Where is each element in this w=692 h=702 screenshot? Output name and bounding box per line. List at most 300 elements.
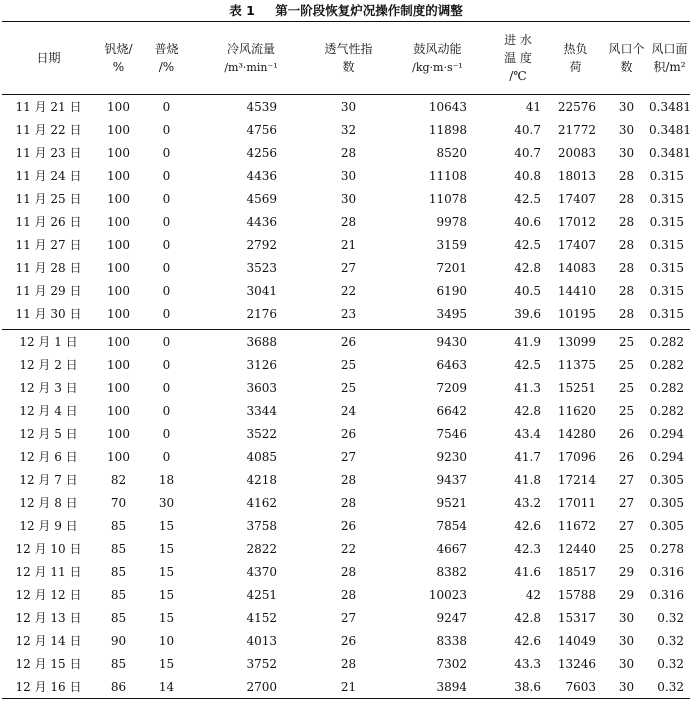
cell-cold-air: 3522	[246, 426, 277, 441]
cell-heat-load: 12440	[557, 541, 596, 556]
cell-ordinary: 0	[162, 237, 171, 252]
cell-vanadium: 100	[107, 283, 130, 298]
table-row	[2, 210, 690, 233]
cell-heat-load: 14083	[557, 260, 596, 275]
table-row	[2, 491, 690, 514]
cell-date: 12 月 1 日	[19, 335, 78, 349]
cell-vanadium: 100	[107, 260, 130, 275]
cell-ordinary: 0	[162, 99, 171, 114]
cell-cold-air: 3126	[246, 357, 277, 372]
cell-heat-load: 15317	[557, 610, 596, 625]
cell-date: 12 月 11 日	[15, 565, 82, 579]
cell-cold-air: 4162	[246, 495, 277, 510]
cell-ordinary: 0	[162, 426, 171, 441]
cell-vanadium: 85	[110, 656, 127, 671]
cell-ordinary: 14	[158, 679, 175, 694]
cell-ordinary: 30	[158, 495, 175, 510]
table-row	[2, 302, 690, 325]
header-date	[2, 22, 95, 95]
cell-tuyere-area: 0.3481	[649, 145, 691, 160]
cell-tuyere-count: 25	[618, 334, 635, 349]
cell-tuyere-count: 30	[618, 610, 635, 625]
cell-date: 12 月 10 日	[15, 542, 82, 556]
cell-inlet-temp: 40.8	[514, 168, 541, 183]
cell-date: 12 月 2 日	[19, 358, 78, 372]
cell-cold-air: 2792	[246, 237, 277, 252]
header-heat-load	[547, 22, 604, 95]
cell-tuyere-count: 30	[618, 145, 635, 160]
cell-inlet-temp: 42.8	[514, 610, 541, 625]
table-row	[2, 514, 690, 537]
cell-inlet-temp: 40.6	[514, 214, 541, 229]
cell-cold-air: 4756	[246, 122, 277, 137]
header-line: 日期	[36, 51, 61, 65]
cell-date: 11 月 22 日	[15, 123, 82, 137]
cell-vanadium: 100	[107, 334, 130, 349]
cell-date: 12 月 12 日	[15, 588, 82, 602]
cell-inlet-temp: 42.5	[514, 357, 541, 372]
cell-tuyere-count: 28	[618, 306, 635, 321]
cell-ordinary: 0	[162, 357, 171, 372]
cell-tuyere-area: 0.315	[649, 283, 684, 298]
cell-tuyere-count: 30	[618, 679, 635, 694]
cell-blast-energy: 8338	[436, 633, 467, 648]
cell-heat-load: 18013	[557, 168, 596, 183]
cell-heat-load: 18517	[557, 564, 596, 579]
cell-heat-load: 11620	[557, 403, 596, 418]
cell-heat-load: 13099	[557, 334, 596, 349]
cell-permeability: 27	[340, 260, 357, 275]
cell-blast-energy: 11108	[428, 168, 467, 183]
cell-permeability: 25	[340, 380, 357, 395]
cell-inlet-temp: 43.2	[514, 495, 541, 510]
cell-heat-load: 14280	[557, 426, 596, 441]
cell-inlet-temp: 40.5	[514, 283, 541, 298]
cell-date: 12 月 16 日	[15, 680, 82, 694]
cell-ordinary: 18	[158, 472, 175, 487]
cell-date: 11 月 25 日	[15, 192, 82, 206]
header-row	[2, 22, 690, 95]
table-row	[2, 652, 690, 675]
cell-blast-energy: 3894	[436, 679, 467, 694]
cell-tuyere-area: 0.305	[649, 518, 684, 533]
cell-permeability: 24	[340, 403, 357, 418]
cell-cold-air: 4152	[246, 610, 277, 625]
cell-cold-air: 3758	[246, 518, 277, 533]
cell-heat-load: 15788	[557, 587, 596, 602]
cell-cold-air: 4218	[246, 472, 277, 487]
cell-cold-air: 3752	[246, 656, 277, 671]
cell-ordinary: 10	[158, 633, 175, 648]
cell-tuyere-area: 0.32	[657, 633, 684, 648]
header-line: 数	[342, 60, 355, 74]
cell-ordinary: 0	[162, 334, 171, 349]
cell-tuyere-count: 27	[618, 518, 635, 533]
cell-blast-energy: 9521	[436, 495, 467, 510]
cell-vanadium: 85	[110, 564, 127, 579]
cell-date: 12 月 15 日	[15, 657, 82, 671]
cell-cold-air: 3688	[246, 334, 277, 349]
cell-tuyere-area: 0.32	[657, 679, 684, 694]
cell-ordinary: 15	[158, 610, 175, 625]
header-line: 冷风流量	[226, 41, 275, 56]
cell-heat-load: 11672	[557, 518, 596, 533]
cell-vanadium: 100	[107, 357, 130, 372]
header-line: 积/m²	[653, 60, 686, 74]
cell-cold-air: 4539	[246, 99, 277, 114]
cell-date: 12 月 13 日	[15, 611, 82, 625]
cell-blast-energy: 7854	[436, 518, 467, 533]
cell-tuyere-count: 25	[618, 380, 635, 395]
cell-tuyere-count: 30	[618, 656, 635, 671]
cell-tuyere-area: 0.3481	[649, 99, 691, 114]
cell-blast-energy: 7201	[436, 260, 467, 275]
cell-inlet-temp: 43.4	[514, 426, 541, 441]
cell-blast-energy: 7546	[436, 426, 467, 441]
header-line: 普烧	[154, 42, 179, 56]
cell-vanadium: 100	[107, 122, 130, 137]
table-row	[2, 629, 690, 652]
cell-vanadium: 100	[107, 237, 130, 252]
cell-date: 12 月 8 日	[19, 496, 78, 510]
cell-permeability: 22	[340, 541, 357, 556]
cell-vanadium: 100	[107, 449, 130, 464]
table-row	[2, 583, 690, 606]
cell-permeability: 21	[340, 237, 357, 252]
cell-inlet-temp: 41.9	[514, 334, 541, 349]
cell-blast-energy: 10643	[428, 99, 467, 114]
cell-inlet-temp: 42.3	[514, 541, 541, 556]
cell-tuyere-count: 30	[618, 99, 635, 114]
cell-blast-energy: 9437	[436, 472, 467, 487]
cell-cold-air: 2176	[246, 306, 277, 321]
cell-heat-load: 10195	[557, 306, 596, 321]
cell-ordinary: 0	[162, 260, 171, 275]
cell-ordinary: 0	[162, 306, 171, 321]
cell-heat-load: 13246	[557, 656, 596, 671]
cell-date: 11 月 29 日	[15, 284, 82, 298]
cell-heat-load: 14410	[557, 283, 596, 298]
cell-tuyere-area: 0.32	[657, 656, 684, 671]
cell-vanadium: 100	[107, 191, 130, 206]
header-line: 温 度	[504, 51, 532, 65]
cell-inlet-temp: 41.6	[514, 564, 541, 579]
cell-cold-air: 3603	[246, 380, 277, 395]
header-tuyere-count	[604, 22, 649, 95]
cell-ordinary: 15	[158, 564, 175, 579]
cell-tuyere-count: 28	[618, 260, 635, 275]
cell-ordinary: 0	[162, 283, 171, 298]
table-row	[2, 187, 690, 210]
cell-heat-load: 22576	[557, 99, 596, 114]
cell-tuyere-count: 28	[618, 214, 635, 229]
header-line: 鼓风动能	[413, 41, 462, 56]
cell-inlet-temp: 42.6	[514, 633, 541, 648]
header-vanadium	[95, 22, 142, 95]
header-line: /℃	[509, 69, 527, 83]
cell-inlet-temp: 38.6	[514, 679, 541, 694]
cell-inlet-temp: 42.8	[514, 403, 541, 418]
cell-tuyere-area: 0.282	[649, 334, 684, 349]
table-row	[2, 675, 690, 699]
header-permeability	[311, 22, 386, 95]
cell-tuyere-area: 0.315	[649, 260, 684, 275]
cell-vanadium: 100	[107, 403, 130, 418]
cell-heat-load: 14049	[557, 633, 596, 648]
header-blast-energy	[386, 22, 489, 95]
cell-blast-energy: 8520	[436, 145, 467, 160]
cell-vanadium: 100	[107, 145, 130, 160]
cell-vanadium: 70	[110, 495, 127, 510]
cell-ordinary: 0	[162, 380, 171, 395]
cell-date: 12 月 6 日	[19, 450, 78, 464]
cell-permeability: 28	[340, 214, 357, 229]
cell-heat-load: 17012	[557, 214, 596, 229]
header-line: 数	[620, 60, 633, 74]
table-row	[2, 233, 690, 256]
cell-vanadium: 85	[110, 610, 127, 625]
cell-permeability: 30	[340, 191, 357, 206]
cell-cold-air: 4569	[246, 191, 277, 206]
cell-tuyere-area: 0.305	[649, 472, 684, 487]
cell-cold-air: 3344	[246, 403, 277, 418]
cell-date: 11 月 23 日	[15, 146, 82, 160]
cell-inlet-temp: 42.5	[514, 237, 541, 252]
cell-date: 12 月 3 日	[19, 381, 78, 395]
cell-tuyere-area: 0.282	[649, 380, 684, 395]
table-row	[2, 141, 690, 164]
header-line: %	[112, 60, 125, 74]
cell-inlet-temp: 42.8	[514, 260, 541, 275]
cell-blast-energy: 3495	[436, 306, 467, 321]
cell-date: 11 月 24 日	[15, 169, 82, 183]
cell-blast-energy: 8382	[436, 564, 467, 579]
header-line: 热负	[563, 42, 588, 56]
cell-heat-load: 17407	[557, 237, 596, 252]
cell-blast-energy: 11898	[428, 122, 467, 137]
table-row	[2, 445, 690, 468]
cell-permeability: 22	[340, 283, 357, 298]
cell-tuyere-count: 28	[618, 168, 635, 183]
cell-ordinary: 15	[158, 518, 175, 533]
cell-blast-energy: 4667	[436, 541, 467, 556]
cell-permeability: 27	[340, 610, 357, 625]
cell-tuyere-area: 0.282	[649, 357, 684, 372]
cell-tuyere-area: 0.316	[649, 564, 684, 579]
cell-cold-air: 4251	[246, 587, 277, 602]
table-title: 第一阶段恢复炉况操作制度的调整	[275, 3, 463, 18]
cell-blast-energy: 6463	[436, 357, 467, 372]
table-row	[2, 330, 690, 354]
cell-inlet-temp: 42.5	[514, 191, 541, 206]
cell-blast-energy: 7302	[436, 656, 467, 671]
table-row	[2, 353, 690, 376]
cell-vanadium: 85	[110, 587, 127, 602]
cell-date: 12 月 9 日	[19, 519, 78, 533]
table-body	[2, 95, 690, 699]
cell-permeability: 27	[340, 449, 357, 464]
cell-date: 12 月 14 日	[15, 634, 82, 648]
header-line: 风口个	[608, 42, 645, 56]
table-row	[2, 279, 690, 302]
cell-date: 11 月 30 日	[15, 307, 82, 321]
cell-vanadium: 100	[107, 99, 130, 114]
table-row	[2, 95, 690, 119]
cell-heat-load: 11375	[557, 357, 596, 372]
cell-tuyere-count: 26	[618, 449, 635, 464]
header-cold-air	[191, 22, 311, 95]
table-row	[2, 399, 690, 422]
cell-blast-energy: 3159	[436, 237, 467, 252]
table-row	[2, 560, 690, 583]
cell-heat-load: 21772	[557, 122, 596, 137]
cell-inlet-temp: 41.8	[514, 472, 541, 487]
cell-permeability: 28	[340, 472, 357, 487]
cell-cold-air: 4436	[246, 214, 277, 229]
cell-blast-energy: 6642	[436, 403, 467, 418]
cell-date: 11 月 26 日	[15, 215, 82, 229]
cell-ordinary: 15	[158, 656, 175, 671]
cell-ordinary: 0	[162, 122, 171, 137]
header-line: 进 水	[504, 33, 532, 47]
cell-tuyere-area: 0.32	[657, 610, 684, 625]
cell-blast-energy: 9247	[436, 610, 467, 625]
cell-tuyere-count: 26	[618, 426, 635, 441]
cell-vanadium: 85	[110, 518, 127, 533]
cell-permeability: 28	[340, 656, 357, 671]
table-row	[2, 256, 690, 279]
cell-blast-energy: 11078	[428, 191, 467, 206]
cell-heat-load: 17096	[557, 449, 596, 464]
cell-vanadium: 100	[107, 426, 130, 441]
furnace-operation-table	[2, 21, 690, 699]
table-row	[2, 537, 690, 560]
table-row	[2, 164, 690, 187]
cell-vanadium: 100	[107, 306, 130, 321]
cell-date: 12 月 7 日	[19, 473, 78, 487]
cell-tuyere-count: 30	[618, 122, 635, 137]
cell-vanadium: 82	[110, 472, 127, 487]
header-line: /m³·min⁻¹	[224, 60, 278, 74]
cell-blast-energy: 9978	[436, 214, 467, 229]
cell-tuyere-area: 0.315	[649, 168, 684, 183]
cell-tuyere-count: 25	[618, 357, 635, 372]
cell-permeability: 26	[340, 426, 357, 441]
cell-tuyere-count: 28	[618, 191, 635, 206]
cell-inlet-temp: 40.7	[514, 145, 541, 160]
cell-inlet-temp: 43.3	[514, 656, 541, 671]
cell-cold-air: 2700	[246, 679, 277, 694]
cell-date: 11 月 27 日	[15, 238, 82, 252]
cell-tuyere-area: 0.316	[649, 587, 684, 602]
cell-permeability: 26	[340, 334, 357, 349]
cell-permeability: 26	[340, 633, 357, 648]
cell-cold-air: 4370	[246, 564, 277, 579]
cell-cold-air: 4013	[246, 633, 277, 648]
cell-tuyere-area: 0.294	[649, 449, 684, 464]
cell-inlet-temp: 42.6	[514, 518, 541, 533]
cell-inlet-temp: 40.7	[514, 122, 541, 137]
header-line: 荷	[569, 60, 582, 74]
cell-tuyere-area: 0.315	[649, 237, 684, 252]
table-row	[2, 118, 690, 141]
cell-cold-air: 3523	[246, 260, 277, 275]
table-row	[2, 606, 690, 629]
cell-permeability: 32	[340, 122, 357, 137]
cell-heat-load: 17214	[557, 472, 596, 487]
cell-vanadium: 86	[110, 679, 127, 694]
cell-heat-load: 17407	[557, 191, 596, 206]
cell-permeability: 25	[340, 357, 357, 372]
cell-blast-energy: 7209	[436, 380, 467, 395]
cell-date: 12 月 5 日	[19, 427, 78, 441]
cell-date: 11 月 28 日	[15, 261, 82, 275]
header-line: /kg·m·s⁻¹	[412, 60, 463, 74]
cell-vanadium: 100	[107, 168, 130, 183]
cell-vanadium: 100	[107, 214, 130, 229]
cell-tuyere-count: 25	[618, 403, 635, 418]
cell-tuyere-area: 0.315	[649, 214, 684, 229]
header-tuyere-area	[649, 22, 690, 95]
cell-tuyere-area: 0.305	[649, 495, 684, 510]
cell-tuyere-area: 0.282	[649, 403, 684, 418]
cell-permeability: 28	[340, 495, 357, 510]
cell-tuyere-count: 27	[618, 495, 635, 510]
cell-permeability: 28	[340, 564, 357, 579]
table-caption	[0, 1, 692, 21]
cell-tuyere-count: 25	[618, 541, 635, 556]
cell-blast-energy: 6190	[436, 283, 467, 298]
cell-blast-energy: 10023	[428, 587, 467, 602]
cell-inlet-temp: 41	[525, 99, 541, 114]
cell-permeability: 30	[340, 99, 357, 114]
table-row	[2, 422, 690, 445]
cell-tuyere-count: 28	[618, 237, 635, 252]
cell-ordinary: 0	[162, 214, 171, 229]
cell-heat-load: 7603	[565, 679, 596, 694]
cell-inlet-temp: 42	[525, 587, 541, 602]
header-inlet-temp	[489, 22, 547, 95]
cell-tuyere-area: 0.294	[649, 426, 684, 441]
cell-ordinary: 0	[162, 403, 171, 418]
cell-tuyere-area: 0.3481	[649, 122, 691, 137]
cell-vanadium: 85	[110, 541, 127, 556]
cell-ordinary: 0	[162, 168, 171, 183]
cell-date: 12 月 4 日	[19, 404, 78, 418]
cell-ordinary: 0	[162, 145, 171, 160]
cell-vanadium: 100	[107, 380, 130, 395]
cell-cold-air: 3041	[246, 283, 277, 298]
cell-ordinary: 0	[162, 191, 171, 206]
cell-cold-air: 4256	[246, 145, 277, 160]
cell-tuyere-count: 30	[618, 633, 635, 648]
table-row	[2, 376, 690, 399]
cell-permeability: 26	[340, 518, 357, 533]
cell-heat-load: 20083	[557, 145, 596, 160]
cell-tuyere-area: 0.315	[649, 306, 684, 321]
cell-inlet-temp: 41.3	[514, 380, 541, 395]
cell-permeability: 28	[340, 145, 357, 160]
cell-tuyere-count: 28	[618, 283, 635, 298]
cell-vanadium: 90	[110, 633, 127, 648]
header-line: /%	[158, 60, 175, 74]
header-line: 钒烧/	[104, 42, 133, 56]
cell-heat-load: 17011	[557, 495, 596, 510]
cell-ordinary: 0	[162, 449, 171, 464]
cell-permeability: 30	[340, 168, 357, 183]
cell-permeability: 21	[340, 679, 357, 694]
cell-blast-energy: 9230	[436, 449, 467, 464]
